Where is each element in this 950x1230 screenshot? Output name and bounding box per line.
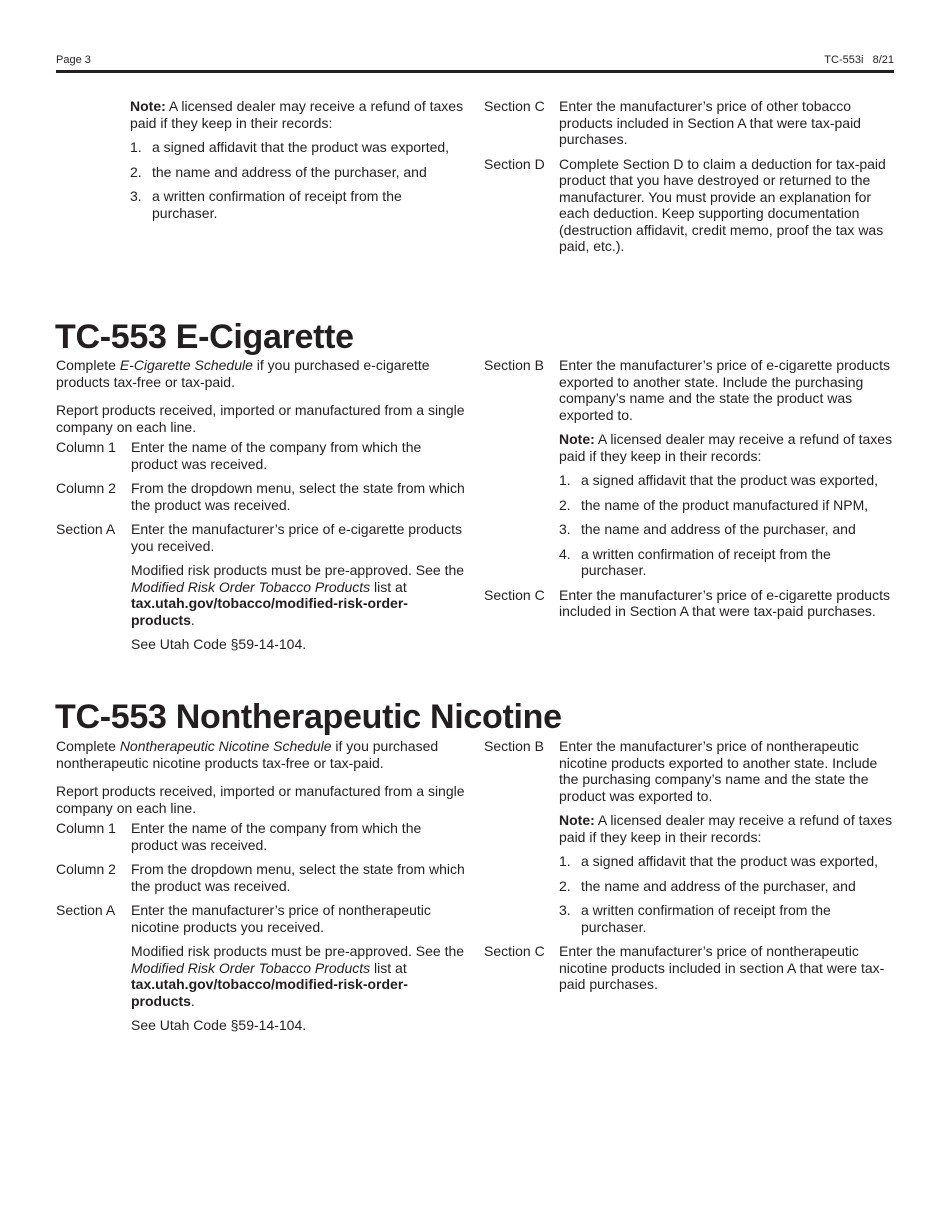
- list-number: 3.: [559, 521, 571, 537]
- list-number: 4.: [559, 545, 571, 562]
- section-d-row: [484, 156, 896, 255]
- column-1-text: Enter the name of the company from which the product was received.: [131, 439, 422, 472]
- list-text: the name and address of the purchaser, and: [581, 877, 856, 894]
- ecig-right-column: [484, 357, 896, 628]
- list-text: the name of the product manufactured if NPM,: [581, 496, 869, 513]
- form-number: TC-553i 8/21: [824, 54, 894, 66]
- section-a-text: Enter the manufacturer’s price of e-cigarette products you received.: [131, 521, 462, 554]
- ecig-section-a-row: [56, 521, 468, 554]
- header-rule: [56, 70, 894, 73]
- list-item: [559, 497, 896, 514]
- intro-text: Complete: [56, 738, 120, 754]
- section-d-label: Section D: [484, 155, 545, 172]
- nicotine-utah-code: See Utah Code §59-14-104.: [131, 1017, 307, 1033]
- column-2-label: Column 2: [56, 480, 116, 496]
- top-right-column: [484, 98, 896, 263]
- column-1-label: Column 1: [56, 439, 116, 455]
- top-left-column: [130, 98, 470, 229]
- note-label: Note:: [130, 98, 166, 114]
- section-a-label: Section A: [56, 902, 116, 918]
- ecig-column-1-row: [56, 439, 468, 472]
- ecig-section-b-row: [484, 357, 896, 423]
- list-text: a signed affidavit that the product was exported,: [581, 853, 879, 869]
- list-item: [559, 521, 896, 538]
- section-b-text: Enter the manufacturer’s price of e-cigarette products exported to another state. Include the purchasing company’s name and the state the product was exported to.: [559, 357, 890, 423]
- list-number: 2.: [559, 496, 571, 513]
- list-number: 3.: [559, 902, 571, 918]
- nicotine-section-c-row: [484, 943, 896, 993]
- list-item: [559, 902, 896, 935]
- nicotine-modified-risk: [56, 943, 468, 1009]
- list-number: 2.: [130, 163, 142, 180]
- list-number: 1.: [559, 472, 571, 488]
- list-text: a written confirmation of receipt from the purchaser.: [152, 188, 402, 221]
- intro-text: Complete: [56, 357, 120, 373]
- list-number: 3.: [130, 188, 142, 204]
- section-c-label: Section C: [484, 586, 545, 603]
- section-c-text: Enter the manufacturer’s price of e-cigarette products included in Section A that were tax-paid purchases.: [559, 586, 890, 619]
- ecig-list: [559, 472, 896, 579]
- list-item: [130, 188, 470, 221]
- ecig-note: [559, 431, 896, 464]
- note-label: Note:: [559, 431, 595, 447]
- mr-text: Modified risk products must be pre-approved. See the: [131, 562, 465, 578]
- section-c-label: Section C: [484, 98, 545, 114]
- top-list: [130, 139, 470, 221]
- list-text: the name and address of the purchaser, and: [581, 521, 856, 537]
- ecig-modified-risk: [56, 562, 468, 628]
- list-item: [130, 164, 470, 181]
- section-c-text: Enter the manufacturer’s price of other tobacco products included in Section A that were tax-paid purchases.: [559, 98, 861, 147]
- top-note: [130, 98, 470, 131]
- column-1-text: Enter the name of the company from which the product was received.: [131, 820, 422, 853]
- mr-text: list at: [370, 959, 407, 976]
- schedule-name: E-Cigarette Schedule: [119, 357, 253, 373]
- mr-url-link[interactable]: tax.utah.gov/tobacco/modified-risk-order-products: [131, 595, 408, 628]
- nicotine-list: [559, 853, 896, 935]
- column-2-text: From the dropdown menu, select the state from which the product was received.: [131, 480, 465, 513]
- nicotine-right-column: [484, 738, 896, 1001]
- list-number: 1.: [559, 853, 571, 869]
- schedule-name: Nontherapeutic Nicotine Schedule: [119, 738, 332, 754]
- ecig-utah-code: See Utah Code §59-14-104.: [131, 636, 307, 652]
- list-text: a written confirmation of receipt from the purchaser.: [581, 902, 831, 935]
- section-b-label: Section B: [484, 357, 544, 373]
- section-b-label: Section B: [484, 738, 544, 754]
- ecig-section-c-row: [484, 587, 896, 620]
- nicotine-note-block: [484, 812, 896, 935]
- list-item: [559, 472, 896, 489]
- ecig-left-column: [56, 357, 468, 661]
- ecig-title: TC-553 E-Cigarette: [55, 318, 354, 356]
- ecig-intro: [56, 357, 468, 390]
- ecig-report: Report products received, imported or manufactured from a single company on each line.: [56, 402, 465, 435]
- list-item: [130, 139, 470, 156]
- note-text: A licensed dealer may receive a refund of taxes paid if they keep in their records:: [559, 812, 893, 845]
- nicotine-column-2-row: [56, 861, 468, 894]
- note-text: A licensed dealer may receive a refund of taxes paid if they keep in their records:: [130, 98, 464, 131]
- mr-list-name: Modified Risk Order Tobacco Products: [131, 578, 371, 595]
- intro-text: if you purchased e-cigarette products tax-free or tax-paid.: [56, 357, 430, 390]
- list-text: a signed affidavit that the product was exported,: [581, 472, 879, 488]
- list-item: [559, 878, 896, 895]
- column-2-text: From the dropdown menu, select the state from which the product was received.: [131, 861, 465, 894]
- nicotine-report: Report products received, imported or manufactured from a single company on each line.: [56, 783, 465, 816]
- section-c-text: Enter the manufacturer’s price of nontherapeutic nicotine products included in section A that were tax-paid purchases.: [559, 943, 885, 992]
- nicotine-section-b-row: [484, 738, 896, 804]
- mr-text: .: [190, 611, 195, 628]
- nicotine-column-1-row: [56, 820, 468, 853]
- section-d-text: Complete Section D to claim a deduction for tax-paid product that you have destroyed or returned to the manufacturer. You must provide an explanation for each deduction. Keep supporting documentation (destruction affidavit, credit memo, proof the tax was paid, etc.).: [559, 155, 886, 254]
- ecig-column-2-row: [56, 480, 468, 513]
- list-item: [559, 853, 896, 870]
- intro-text: if you purchased nontherapeutic nicotine products tax-free or tax-paid.: [56, 738, 439, 771]
- note-label: Note:: [559, 812, 595, 828]
- list-item: [559, 546, 896, 579]
- nicotine-note: [559, 812, 896, 845]
- section-a-label: Section A: [56, 521, 116, 537]
- mr-list-name: Modified Risk Order Tobacco Products: [131, 959, 371, 976]
- mr-url-link[interactable]: tax.utah.gov/tobacco/modified-risk-order-products: [131, 976, 408, 1009]
- list-text: a written confirmation of receipt from the purchaser.: [581, 545, 831, 578]
- section-b-text: Enter the manufacturer’s price of nontherapeutic nicotine products exported to another state. Include the purchasing company’s name and the state the product was exported to.: [559, 738, 878, 804]
- list-number: 2.: [559, 877, 571, 894]
- nicotine-section-a-row: [56, 902, 468, 935]
- ecig-note-block: [484, 431, 896, 579]
- list-text: a signed affidavit that the product was exported,: [152, 139, 450, 155]
- page-number: Page 3: [56, 54, 91, 66]
- nicotine-left-column: [56, 738, 468, 1042]
- column-1-label: Column 1: [56, 820, 116, 836]
- note-text: A licensed dealer may receive a refund of taxes paid if they keep in their records:: [559, 431, 893, 464]
- mr-text: .: [190, 992, 195, 1009]
- mr-text: list at: [370, 578, 407, 595]
- mr-text: Modified risk products must be pre-approved. See the: [131, 943, 465, 959]
- section-a-text: Enter the manufacturer’s price of nontherapeutic nicotine products you received.: [131, 902, 431, 935]
- nicotine-title: TC-553 Nontherapeutic Nicotine: [55, 698, 562, 736]
- list-number: 1.: [130, 139, 142, 155]
- nicotine-intro: [56, 738, 468, 771]
- section-c-label: Section C: [484, 943, 545, 959]
- column-2-label: Column 2: [56, 861, 116, 877]
- list-text: the name and address of the purchaser, and: [152, 163, 427, 180]
- section-c-row: [484, 98, 896, 148]
